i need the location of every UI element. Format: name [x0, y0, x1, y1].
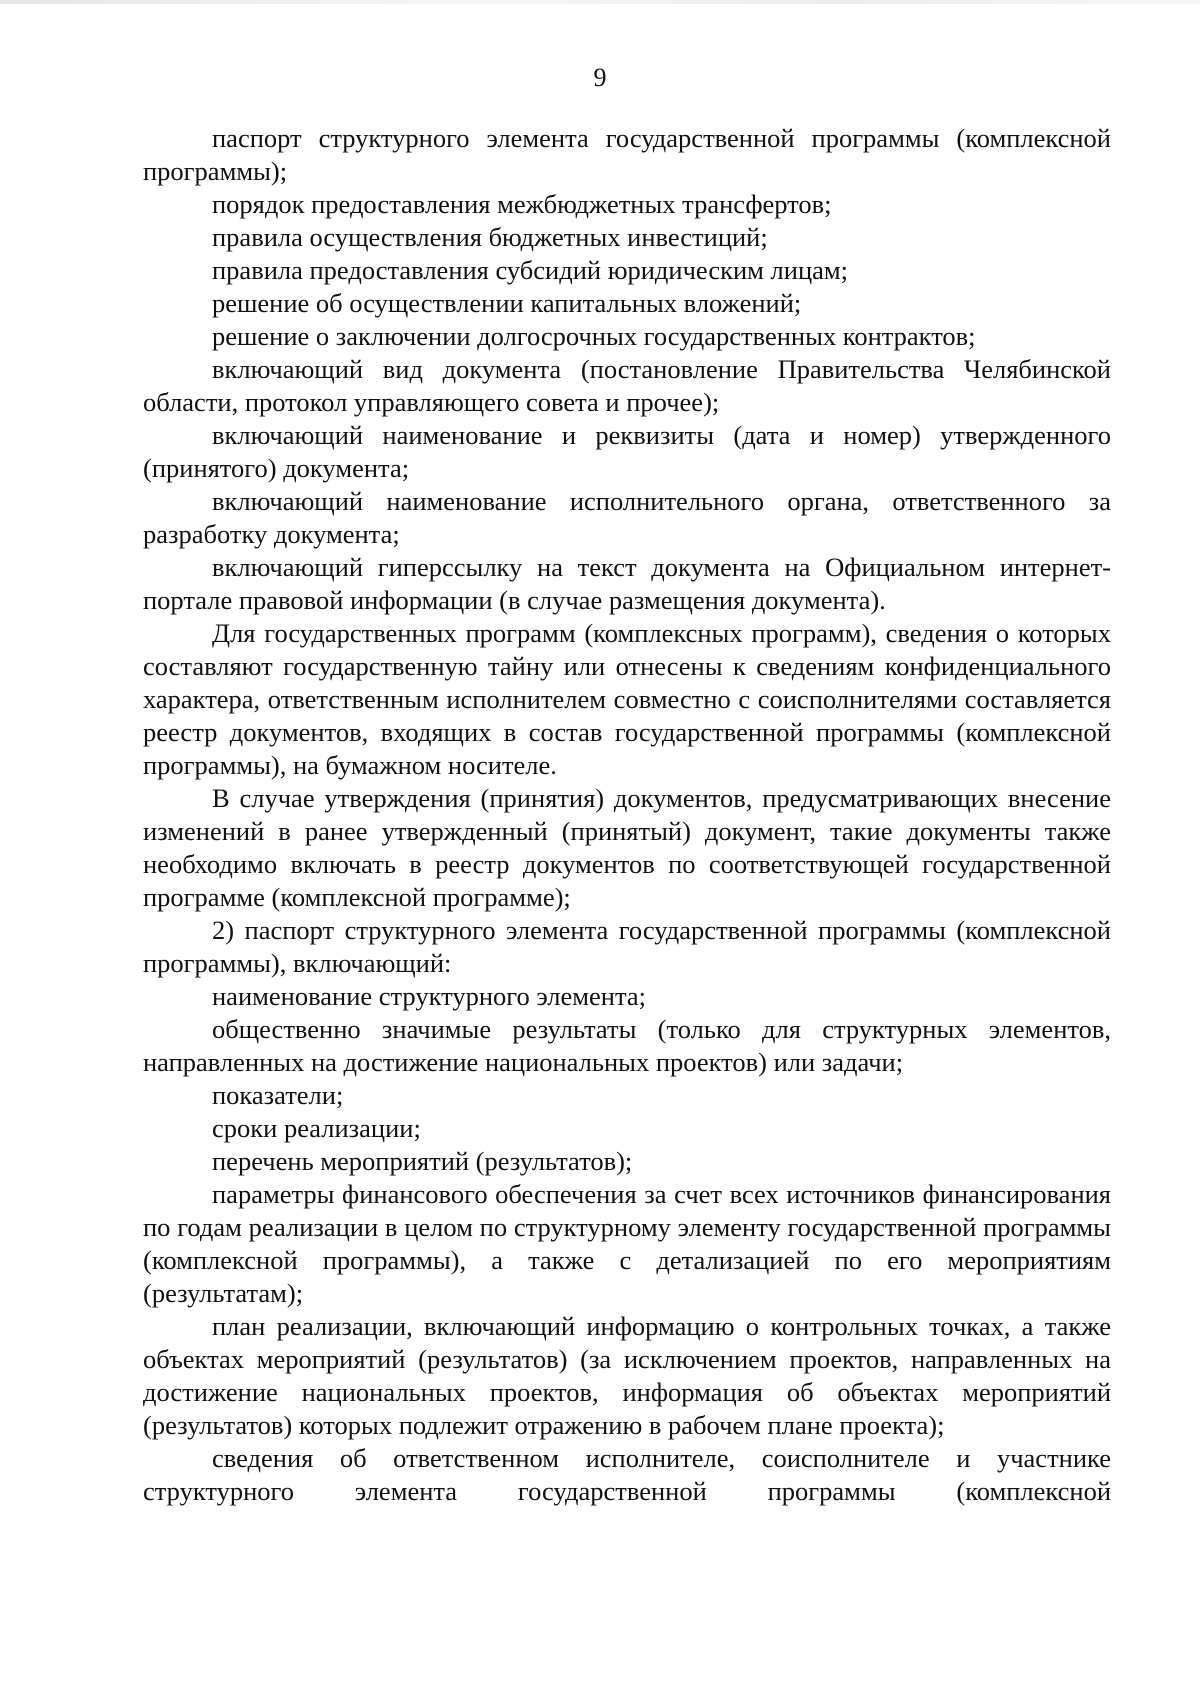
paragraph: Для государственных программ (комплексных программ), сведения о которых составляют государственную тайну или отнесены к сведениям конфиденциального характера, ответственным исполнителем совместно с соисполнителями составляется реестр документов, входящих в состав государственной программы (комплексной программы), на бумажном носителе. [143, 618, 1111, 780]
paragraph: включающий наименование и реквизиты (дата и номер) утвержденного (принятого) документа; [143, 420, 1111, 483]
paragraph: решение о заключении долгосрочных государственных контрактов; [212, 321, 976, 351]
document-body [143, 122, 1111, 1508]
paragraph: общественно значимые результаты (только для структурных элементов, направленных на достижение национальных проектов) или задачи; [143, 1014, 1111, 1077]
page-number: 9 [593, 63, 607, 92]
paragraph: включающий наименование исполнительного органа, ответственного за разработку документа; [143, 486, 1111, 549]
paragraph: порядок предоставления межбюджетных трансфертов; [212, 189, 832, 219]
paragraph: решение об осуществлении капитальных вложений; [212, 288, 802, 318]
paragraph: включающий вид документа (постановление Правительства Челябинской области, протокол управляющего совета и прочее); [143, 354, 1111, 417]
paragraph: 2) паспорт структурного элемента государственной программы (комплексной программы), включающий: [143, 915, 1111, 978]
paragraph: показатели; [212, 1080, 344, 1110]
paragraph: правила предоставления субсидий юридическим лицам; [212, 255, 849, 285]
scan-edge-shading [0, 0, 1200, 4]
paragraph-continued: сведения об ответственном исполнителе, соисполнителе и участнике структурного элемента государственной программы (комплексной [143, 1443, 1111, 1506]
paragraph: включающий гиперссылку на текст документа на Официальном интернет-портале правовой информации (в случае размещения документа). [143, 552, 1111, 615]
paragraph: параметры финансового обеспечения за счет всех источников финансирования по годам реализации в целом по структурному элементу государственной программы (комплексной программы), а также с детализацией по его мероприятиям (результатам); [143, 1179, 1111, 1308]
paragraph: план реализации, включающий информацию о контрольных точках, а также объектах мероприятий (результатов) (за исключением проектов, направленных на достижение национальных проектов, информация об объектах мероприятий (результатов) которых подлежит отражению в рабочем плане проекта); [143, 1311, 1111, 1440]
paragraph: наименование структурного элемента; [212, 981, 646, 1011]
paragraph: перечень мероприятий (результатов); [212, 1146, 633, 1176]
paragraph: паспорт структурного элемента государственной программы (комплексной программы); [143, 123, 1111, 186]
paragraph: В случае утверждения (принятия) документов, предусматривающих внесение изменений в ранее утвержденный (принятый) документ, такие документы также необходимо включать в реестр документов по соответствующей государственной программе (комплексной программе); [143, 783, 1111, 912]
paragraph: правила осуществления бюджетных инвестиций; [212, 222, 768, 252]
paragraph: сроки реализации; [212, 1113, 421, 1143]
